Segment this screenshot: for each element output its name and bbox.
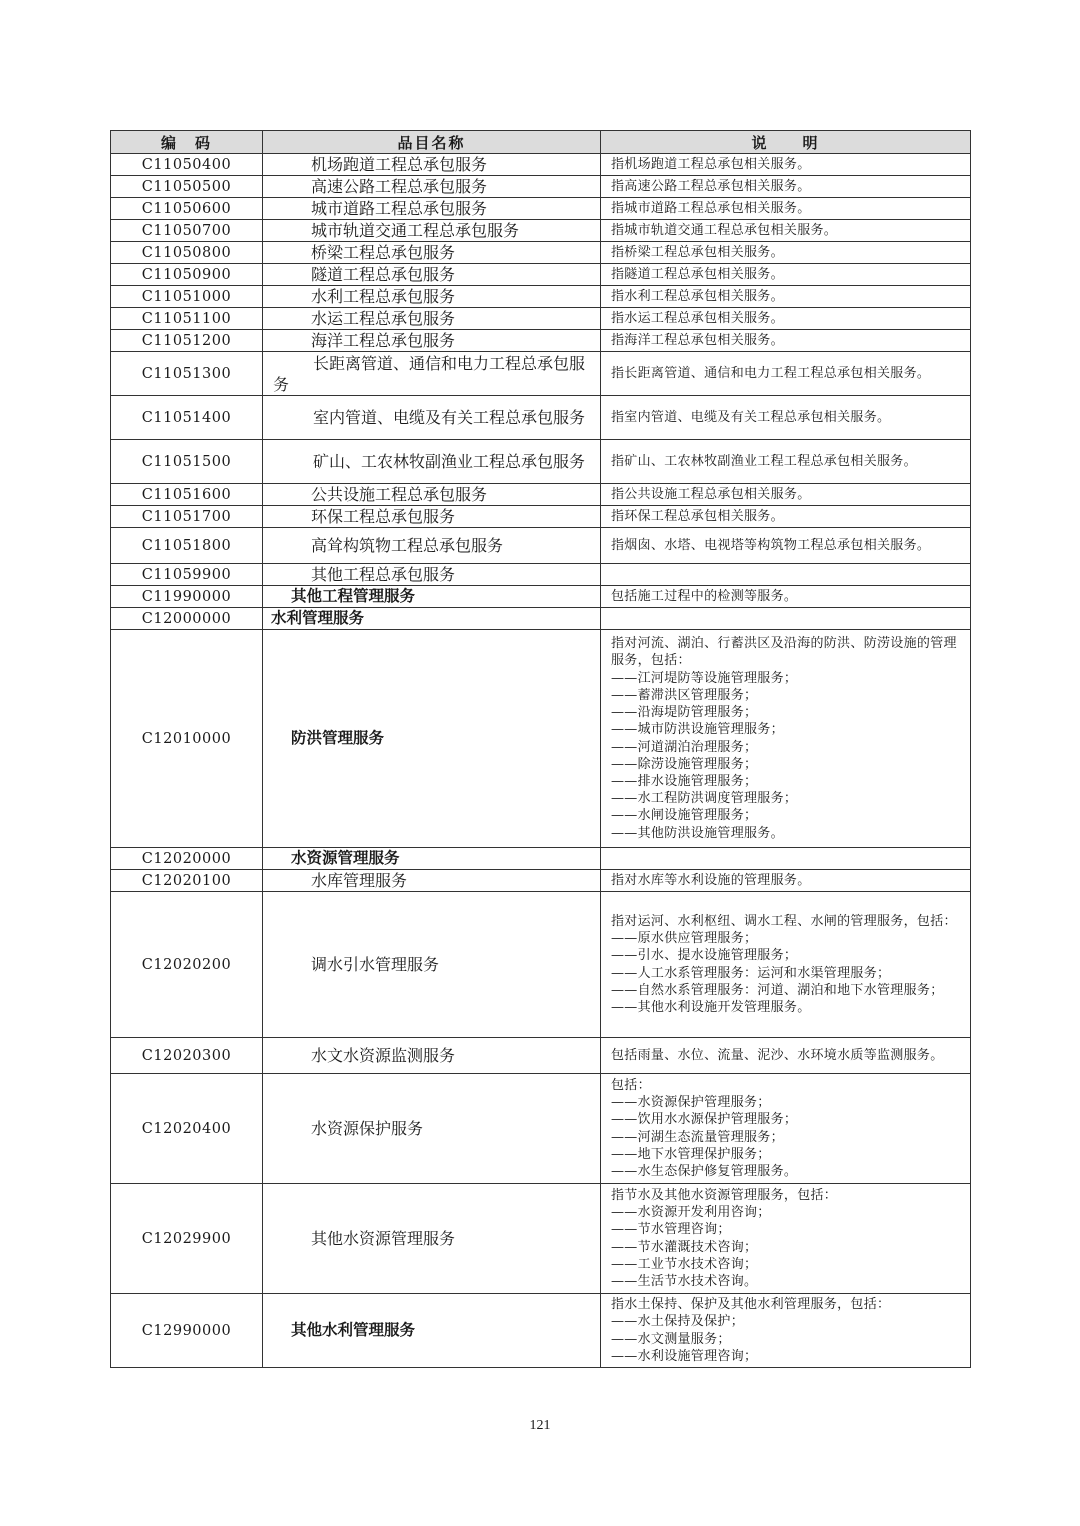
desc-cell — [601, 264, 971, 286]
name-cell: 其他工程管理服务 — [263, 586, 601, 608]
name-cell: 其他工程总承包服务 — [263, 564, 601, 586]
desc-cell — [601, 330, 971, 352]
table-row — [111, 440, 971, 484]
desc-cell — [601, 154, 971, 176]
desc-cell — [601, 630, 971, 848]
desc-cell — [601, 1184, 971, 1294]
name-cell: 水资源保护服务 — [263, 1074, 601, 1184]
desc-cell — [601, 608, 971, 630]
table-row — [111, 330, 971, 352]
table-row — [111, 176, 971, 198]
desc-line: ——原水供应管理服务； — [611, 931, 758, 947]
desc-cell — [601, 286, 971, 308]
desc-line: 指对运河、水利枢纽、调水工程、水闸的管理服务，包括： — [611, 913, 957, 929]
desc-line: ——节水管理咨询； — [611, 1222, 731, 1238]
code-cell: C12020400 — [111, 1074, 263, 1184]
table-row — [111, 198, 971, 220]
name-cell: 机场跑道工程总承包服务 — [263, 154, 601, 176]
desc-line: 指水利工程总承包相关服务。 — [611, 288, 784, 304]
desc-cell — [601, 1294, 971, 1368]
desc-line: ——节水灌溉技术咨询； — [611, 1239, 758, 1255]
table-row — [111, 308, 971, 330]
table-row — [111, 1074, 971, 1184]
code-cell: C11051200 — [111, 330, 263, 352]
header-name: 品目名称 — [263, 131, 601, 154]
desc-line: 包括雨量、水位、流量、泥沙、水环境水质等监测服务。 — [611, 1047, 944, 1063]
name-cell: 城市轨道交通工程总承包服务 — [263, 220, 601, 242]
code-cell: C11051800 — [111, 528, 263, 564]
desc-line: ——水资源保护管理服务； — [611, 1095, 771, 1111]
desc-line: 指室内管道、电缆及有关工程总承包相关服务。 — [611, 409, 891, 425]
name-cell: 长距离管道、通信和电力工程总承包服务 — [263, 352, 601, 396]
table-row — [111, 1038, 971, 1074]
desc-cell — [601, 528, 971, 564]
desc-cell — [601, 892, 971, 1038]
table-row — [111, 352, 971, 396]
table-row — [111, 286, 971, 308]
desc-line: 指烟囱、水塔、电视塔等构筑物工程总承包相关服务。 — [611, 537, 931, 553]
desc-line: 包括施工过程中的检测等服务。 — [611, 588, 798, 604]
desc-line: ——水利设施管理咨询； — [611, 1348, 758, 1364]
name-cell: 城市道路工程总承包服务 — [263, 198, 601, 220]
name-cell: 其他水资源管理服务 — [263, 1184, 601, 1294]
desc-cell — [601, 176, 971, 198]
desc-line: ——河湖生态流量管理服务； — [611, 1129, 784, 1145]
desc-line: ——生活节水技术咨询。 — [611, 1273, 758, 1289]
desc-cell — [601, 1038, 971, 1074]
desc-line: ——水生态保护修复管理服务。 — [611, 1163, 798, 1179]
code-cell: C11050900 — [111, 264, 263, 286]
name-cell: 隧道工程总承包服务 — [263, 264, 601, 286]
desc-line: ——工业节水技术咨询； — [611, 1256, 758, 1272]
code-cell: C12990000 — [111, 1294, 263, 1368]
desc-cell — [601, 396, 971, 440]
desc-cell — [601, 484, 971, 506]
name-cell: 防洪管理服务 — [263, 630, 601, 848]
desc-line: 指城市轨道交通工程总承包相关服务。 — [611, 222, 838, 238]
desc-line: 指公共设施工程总承包相关服务。 — [611, 486, 811, 502]
desc-line: 指高速公路工程总承包相关服务。 — [611, 178, 811, 194]
desc-line: ——水工程防洪调度管理服务； — [611, 791, 798, 807]
desc-line: 指对河流、湖泊、行蓄洪区及沿海的防洪、防涝设施的管理服务，包括： — [611, 636, 957, 669]
desc-line: 指矿山、工农林牧副渔业工程工程总承包相关服务。 — [611, 453, 917, 469]
name-cell: 海洋工程总承包服务 — [263, 330, 601, 352]
header-desc: 说 明 — [601, 131, 971, 154]
desc-line: ——地下水管理保护服务； — [611, 1146, 771, 1162]
table-row — [111, 1294, 971, 1368]
desc-line: ——水土保持及保护； — [611, 1314, 744, 1330]
table-row — [111, 154, 971, 176]
desc-line: 包括： — [611, 1077, 651, 1093]
code-cell: C11050600 — [111, 198, 263, 220]
desc-line: 指海洋工程总承包相关服务。 — [611, 332, 784, 348]
name-cell: 水资源管理服务 — [263, 848, 601, 870]
code-cell: C12020200 — [111, 892, 263, 1038]
table-row — [111, 870, 971, 892]
code-cell: C11050500 — [111, 176, 263, 198]
header-code: 编 码 — [111, 131, 263, 154]
code-cell: C11050800 — [111, 242, 263, 264]
table-row — [111, 528, 971, 564]
code-cell: C12029900 — [111, 1184, 263, 1294]
desc-cell — [601, 564, 971, 586]
desc-cell — [601, 308, 971, 330]
desc-line: ——江河堤防等设施管理服务； — [611, 670, 798, 686]
table-row — [111, 848, 971, 870]
name-cell: 高速公路工程总承包服务 — [263, 176, 601, 198]
table-row — [111, 564, 971, 586]
table-row — [111, 220, 971, 242]
name-cell: 水利工程总承包服务 — [263, 286, 601, 308]
desc-line: ——排水设施管理服务； — [611, 773, 758, 789]
code-cell: C11051500 — [111, 440, 263, 484]
desc-cell — [601, 440, 971, 484]
desc-line: 指环保工程总承包相关服务。 — [611, 508, 784, 524]
table-row — [111, 242, 971, 264]
desc-cell — [601, 242, 971, 264]
code-cell: C12010000 — [111, 630, 263, 848]
desc-line: 指机场跑道工程总承包相关服务。 — [611, 156, 811, 172]
table-row — [111, 586, 971, 608]
desc-line: ——蓄滞洪区管理服务； — [611, 687, 758, 703]
desc-line: 指水土保持、保护及其他水利管理服务，包括： — [611, 1297, 891, 1313]
desc-cell — [601, 848, 971, 870]
code-cell: C11051700 — [111, 506, 263, 528]
desc-cell — [601, 586, 971, 608]
code-cell: C11050700 — [111, 220, 263, 242]
desc-line: 指桥梁工程总承包相关服务。 — [611, 244, 784, 260]
name-cell: 水库管理服务 — [263, 870, 601, 892]
desc-cell — [601, 198, 971, 220]
desc-line: ——水闸设施管理服务； — [611, 808, 758, 824]
code-cell: C11050400 — [111, 154, 263, 176]
name-cell: 公共设施工程总承包服务 — [263, 484, 601, 506]
desc-line: ——饮用水水源保护管理服务； — [611, 1112, 798, 1128]
desc-line: ——河道湖泊治理服务； — [611, 739, 758, 755]
name-cell: 高耸构筑物工程总承包服务 — [263, 528, 601, 564]
name-cell: 矿山、工农林牧副渔业工程总承包服务 — [263, 440, 601, 484]
desc-line: 指长距离管道、通信和电力工程工程总承包相关服务。 — [611, 365, 931, 381]
name-cell: 调水引水管理服务 — [263, 892, 601, 1038]
code-cell: C11051000 — [111, 286, 263, 308]
name-cell: 环保工程总承包服务 — [263, 506, 601, 528]
desc-cell — [601, 870, 971, 892]
desc-line: ——引水、提水设施管理服务； — [611, 948, 798, 964]
page-number: 121 — [529, 1418, 551, 1433]
name-cell: 室内管道、电缆及有关工程总承包服务 — [263, 396, 601, 440]
table-row — [111, 1184, 971, 1294]
desc-cell — [601, 1074, 971, 1184]
desc-line: ——自然水系管理服务：河道、湖泊和地下水管理服务； — [611, 982, 944, 998]
desc-cell — [601, 506, 971, 528]
desc-line: ——水文测量服务； — [611, 1331, 731, 1347]
desc-cell — [601, 352, 971, 396]
desc-line: ——其他水利设施开发管理服务。 — [611, 999, 811, 1015]
code-cell: C11051100 — [111, 308, 263, 330]
table-row — [111, 892, 971, 1038]
table-row — [111, 506, 971, 528]
desc-line: 指隧道工程总承包相关服务。 — [611, 266, 784, 282]
table-row — [111, 484, 971, 506]
desc-line: 指对水库等水利设施的管理服务。 — [611, 872, 811, 888]
code-cell: C11051400 — [111, 396, 263, 440]
desc-line: 指城市道路工程总承包相关服务。 — [611, 200, 811, 216]
desc-cell — [601, 220, 971, 242]
table-row — [111, 630, 971, 848]
table-row — [111, 264, 971, 286]
desc-line: ——水资源开发利用咨询； — [611, 1205, 771, 1221]
name-cell: 水利管理服务 — [263, 608, 601, 630]
catalog-table — [110, 130, 971, 1368]
desc-line: ——城市防洪设施管理服务； — [611, 722, 784, 738]
code-cell: C12000000 — [111, 608, 263, 630]
name-cell: 其他水利管理服务 — [263, 1294, 601, 1368]
code-cell: C11990000 — [111, 586, 263, 608]
desc-line: ——沿海堤防管理服务； — [611, 705, 758, 721]
table-header-row — [111, 131, 971, 154]
table-row — [111, 396, 971, 440]
name-cell: 水文水资源监测服务 — [263, 1038, 601, 1074]
desc-line: ——除涝设施管理服务； — [611, 756, 758, 772]
name-cell: 桥梁工程总承包服务 — [263, 242, 601, 264]
name-cell: 水运工程总承包服务 — [263, 308, 601, 330]
code-cell: C12020100 — [111, 870, 263, 892]
desc-line: ——人工水系管理服务：运河和水渠管理服务； — [611, 965, 891, 981]
desc-line: 指节水及其他水资源管理服务，包括： — [611, 1187, 838, 1203]
desc-line: ——其他防洪设施管理服务。 — [611, 825, 784, 841]
code-cell: C11059900 — [111, 564, 263, 586]
code-cell: C12020000 — [111, 848, 263, 870]
desc-line: 指水运工程总承包相关服务。 — [611, 310, 784, 326]
table-body — [111, 154, 971, 1368]
code-cell: C12020300 — [111, 1038, 263, 1074]
table-row — [111, 608, 971, 630]
code-cell: C11051600 — [111, 484, 263, 506]
code-cell: C11051300 — [111, 352, 263, 396]
